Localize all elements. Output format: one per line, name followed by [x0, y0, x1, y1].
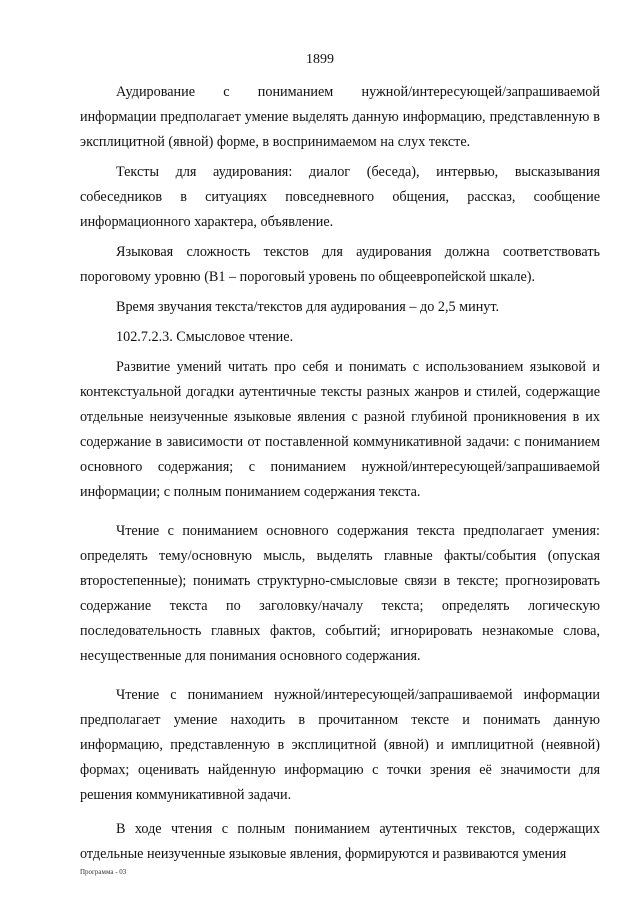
paragraph-reading-detail: Чтение с пониманием нужной/интересующей/запрашиваемой информации предполагает умение находить в прочитанном тексте и понимать данную информацию, представленную в эксплицитной (явной) и имплицитной (неявной) формах; оценивать найденную информацию с точки зрения её значимости для решения коммуникативной задачи. [80, 687, 600, 803]
section-heading: 102.7.2.3. Смысловое чтение. [116, 329, 294, 345]
footer-label: Программа - 03 [80, 868, 127, 876]
paragraph-listening-texts: Тексты для аудирования: диалог (беседа), интервью, высказывания собеседников в ситуациях повседневного общения, рассказ, сообщение информационного характера, объявление. [80, 164, 600, 230]
paragraph-reading-skills: Развитие умений читать про себя и понимать с использованием языковой и контекстуальной догадки аутентичные тексты разных жанров и стилей, содержащие отдельные неизученные языковые явления с разной глубиной проникновения в их содержание в зависимости от поставленной коммуникативной задачи: с пониманием основного содержания; с пониманием нужной/интересующей/запрашиваемой информации; с полным пониманием содержания текста. [80, 359, 600, 500]
paragraph-language-complexity: Языковая сложность текстов для аудирования должна соответствовать пороговому уровню (В1 – пороговый уровень по общеевропейской шкале). [80, 244, 600, 285]
paragraph-reading-main-content: Чтение с пониманием основного содержания текста предполагает умения: определять тему/основную мысль, выделять главные факты/события (опуская второстепенные); понимать структурно-смысловые связи в тексте; прогнозировать содержание текста по заголовку/началу текста; определять логическую последовательность главных фактов, событий; игнорировать незнакомые слова, несущественные для понимания основного содержания. [80, 523, 600, 664]
body-text [80, 80, 600, 867]
paragraph-listening-detail: Аудирование с пониманием нужной/интересующей/запрашиваемой информации предполагает умение выделять данную информацию, представленную в эксплицитной (явной) форме, в воспринимаемом на слух тексте. [80, 84, 600, 150]
paragraph-listening-duration: Время звучания текста/текстов для аудирования – до 2,5 минут. [116, 299, 500, 315]
paragraph-reading-full: В ходе чтения с полным пониманием аутентичных текстов, содержащих отдельные неизученные языковые явления, формируются и развиваются умения [80, 821, 600, 862]
page-number: 1899 [306, 52, 334, 67]
